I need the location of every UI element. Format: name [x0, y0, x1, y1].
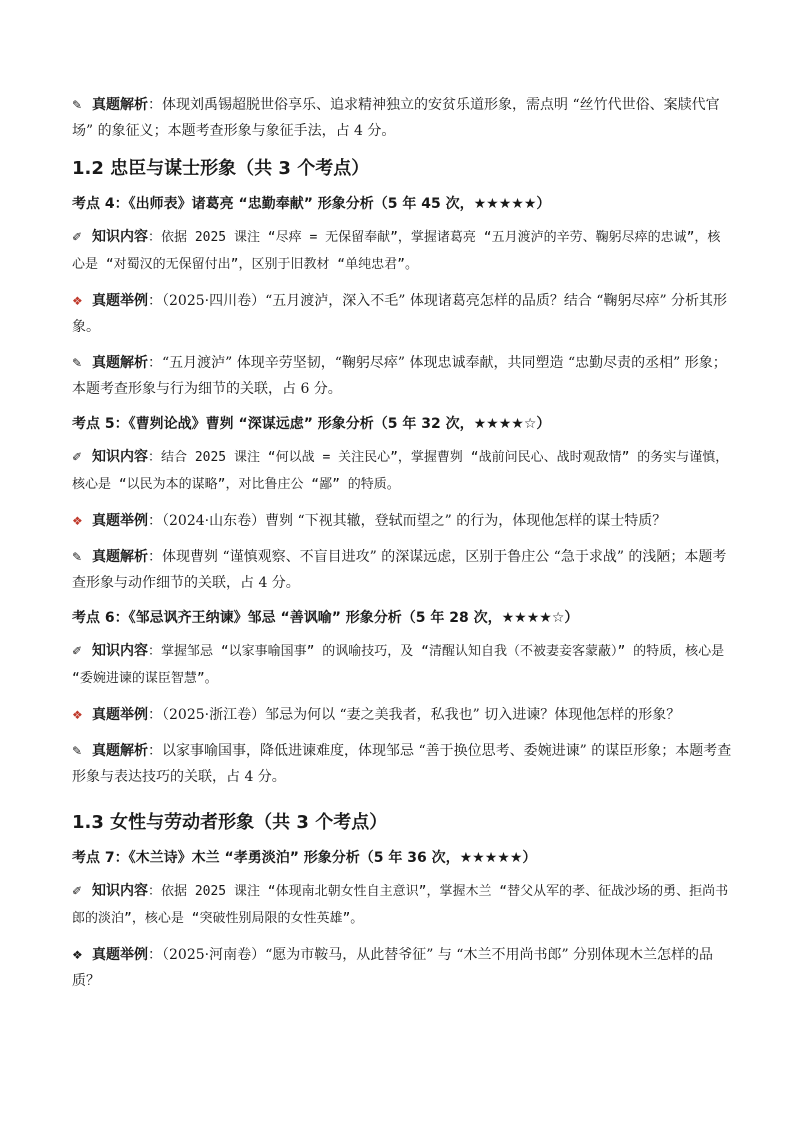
diamond-icon: ❖ [72, 294, 83, 308]
knowledge-label: 知识内容 [92, 229, 148, 245]
knowledge-block [72, 638, 732, 692]
pencil-icon: ✎ [72, 744, 83, 758]
analysis-text: ：“五月渡泸” 体现辛劳坚韧，“鞠躬尽瘁” 体现忠诚奉献，共同塑造 “忠勤尽责的丞相” 形象；本题考查形象与行为细节的关联，占 6 分。 [72, 355, 727, 397]
diamond-icon: ❖ [72, 514, 83, 528]
analysis-text: ：体现曹刿 “谨慎观察、不盲目进攻” 的深谋远虑，区别于鲁庄公 “急于求战” 的浅陋；本题考查形象与动作细节的关联，占 4 分。 [72, 549, 727, 591]
example-block [72, 508, 732, 534]
pencil-icon: ✎ [72, 98, 83, 112]
point-heading: 考点 7：《木兰诗》木兰 “孝勇淡泊” 形象分析（5 年 36 次，★★★★★） [72, 850, 537, 866]
analysis-block [72, 350, 732, 402]
example-text: ：（2024·山东卷）曹刿 “下视其辙，登轼而望之” 的行为，体现他怎样的谋士特质？ [148, 513, 667, 529]
point-heading: 考点 4：《出师表》诸葛亮 “忠勤奉献” 形象分析（5 年 45 次，★★★★★） [72, 196, 551, 212]
example-label: 真题举例 [92, 293, 148, 309]
knowledge-label: 知识内容 [92, 643, 148, 659]
document-page [72, 92, 732, 1004]
analysis-label: 真题解析 [92, 549, 148, 565]
analysis-block [72, 544, 732, 596]
knowledge-text: ：掌握邹忌 “以家事喻国事” 的讽喻技巧，及 “清醒认知自我（不被妻妾客蒙蔽）” 的特质，核心是 “委婉进谏的谋臣智慧”。 [72, 644, 725, 686]
example-text: ：（2025·浙江卷）邹忌为何以 “妻之美我者，私我也” 切入进谏？体现他怎样的形象？ [148, 707, 681, 723]
knowledge-block [72, 878, 732, 932]
intro-analysis [72, 92, 732, 144]
pen-icon: ✐ [72, 644, 83, 658]
intro-analysis-text: ：体现刘禹锡超脱世俗享乐、追求精神独立的安贫乐道形象，需点明 “丝竹代世俗、案牍代官场” 的象征义；本题考查形象与象征手法，占 4 分。 [72, 97, 720, 139]
analysis-label: 真题解析 [92, 355, 148, 371]
knowledge-text: ：依据 2025 课注 “尽瘁 = 无保留奉献”，掌握诸葛亮 “五月渡泸的辛劳、鞠躬尽瘁的忠诚”，核心是 “对蜀汉的无保留付出”，区别于旧教材 “单纯忠君”。 [72, 230, 721, 272]
pencil-icon: ✎ [72, 550, 83, 564]
analysis-block [72, 738, 732, 790]
section-title: 1.2 忠臣与谋士形象（共 3 个考点） [72, 158, 370, 179]
pen-icon: ✐ [72, 450, 83, 464]
knowledge-label: 知识内容 [92, 883, 148, 899]
example-label: 真题举例 [92, 513, 148, 529]
intro-analysis-label: 真题解析 [92, 97, 148, 113]
pen-icon: ✐ [72, 884, 83, 898]
point-heading: 考点 5：《曹刿论战》曹刿 “深谋远虑” 形象分析（5 年 32 次，★★★★☆） [72, 416, 551, 432]
example-label: 真题举例 [92, 707, 148, 723]
example-block [72, 288, 732, 340]
example-label: 真题举例 [92, 947, 148, 963]
pencil-icon: ✎ [72, 356, 83, 370]
diamond-icon: ❖ [72, 708, 83, 722]
section-title: 1.3 女性与劳动者形象（共 3 个考点） [72, 812, 388, 833]
example-block [72, 942, 732, 994]
pen-icon: ✐ [72, 230, 83, 244]
knowledge-block [72, 224, 732, 278]
analysis-label: 真题解析 [92, 743, 148, 759]
example-text: ：（2025·四川卷）“五月渡泸，深入不毛” 体现诸葛亮怎样的品质？结合 “鞠躬尽瘁” 分析其形象。 [72, 293, 728, 335]
example-text: ：（2025·河南卷）“愿为市鞍马，从此替爷征” 与 “木兰不用尚书郎” 分别体现木兰怎样的品质？ [72, 947, 714, 989]
point-heading: 考点 6：《邹忌讽齐王纳谏》邹忌 “善讽喻” 形象分析（5 年 28 次，★★★★☆） [72, 610, 579, 626]
analysis-text: ：以家事喻国事，降低进谏难度，体现邹忌 “善于换位思考、委婉进谏” 的谋臣形象；本题考查形象与表达技巧的关联，占 4 分。 [72, 743, 732, 785]
knowledge-label: 知识内容 [92, 449, 148, 465]
knowledge-block [72, 444, 732, 498]
knowledge-text: ：结合 2025 课注 “何以战 = 关注民心”，掌握曹刿 “战前问民心、战时观敌情” 的务实与谨慎，核心是 “以民为本的谋略”，对比鲁庄公 “鄙” 的特质。 [72, 450, 729, 492]
diamond-icon: ❖ [72, 948, 83, 962]
knowledge-text: ：依据 2025 课注 “体现南北朝女性自主意识”，掌握木兰 “替父从军的孝、征战沙场的勇、拒尚书郎的淡泊”，核心是 “突破性别局限的女性英雄”。 [72, 884, 729, 926]
example-block [72, 702, 732, 728]
